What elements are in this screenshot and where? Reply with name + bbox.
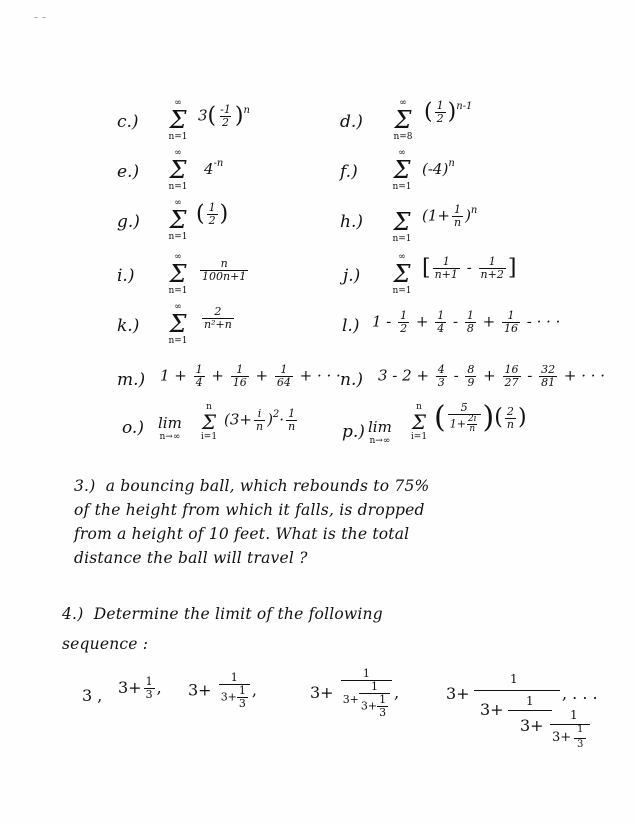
item-i-sum: ∞ Σ n=1 [166,252,190,296]
series-operator: - [522,366,538,385]
sum-upper: ∞ [174,98,182,108]
sigma-symbol: Σ [169,206,187,234]
series-operator: - [448,366,464,385]
item-f-sum: ∞ Σ n=1 [390,148,414,192]
item-h-term: (1+ $\frac{1}{n}$ )$^n$ [422,203,478,229]
term-exponent: n [243,104,250,116]
sigma-symbol: Σ [394,106,412,134]
item-e-sum: ∞ Σ n=1 [166,148,190,192]
series-fraction: $\frac{1}{2}$ [400,309,408,335]
item-d-term: ( $\frac{1}{2}$ )$^{n-1}$ [424,99,473,125]
series-operator: 3 - 2 + [378,366,434,385]
item-l-expr [372,310,560,335]
sigma-symbol: Σ [201,410,217,434]
series-fraction: $\frac{1}{8}$ [466,309,474,335]
item-g-term: ( $\frac{1}{2}$ ) [196,201,229,227]
item-j-label: j.) [343,266,361,286]
fraction-bar [508,710,552,711]
series-fraction: $\frac{1}{64}$ [276,363,291,389]
problem-3-line-3: from a height of 10 feet. What is the total [74,525,410,543]
item-n-expr [378,364,605,389]
series-operator: + [250,366,273,385]
series-operator: + [478,366,501,385]
item-c-label: c.) [117,112,139,132]
series-operator: + [411,312,434,331]
series-fraction: $\frac{1}{16}$ [503,309,518,335]
lim-sub: n→∞ [159,432,181,442]
sigma-symbol: Σ [393,156,411,184]
problem-4-line-1: 4.) Determine the limit of the following [62,605,383,623]
sigma-symbol: Σ [393,208,411,236]
item-i-label: i.) [117,266,135,286]
series-fraction: $\frac{16}{27}$ [504,363,519,389]
item-k-sum: ∞ Σ n=1 [166,302,190,346]
problem-3-number: 3.) [74,477,96,495]
item-m-label: m.) [117,370,146,390]
stray-mark: - - [34,10,46,24]
item-o-limit [158,414,182,442]
lim-word: lim [158,414,182,432]
item-p-sum: n Σ i=1 [408,402,430,442]
item-n-label: n.) [340,370,363,390]
item-f-label: f.) [340,162,358,182]
item-l-label: l.) [342,316,360,336]
sum-lower: n=1 [168,132,188,142]
item-j-term: [ $\frac{1}{n+1}$ - $\frac{1}{n+2}$ ] [422,255,517,281]
problem-4-number: 4.) [62,605,84,623]
problem-3-line-4: distance the ball will travel ? [74,549,308,567]
item-g-sum: ∞ Σ n=1 [166,198,190,242]
fraction-bar [474,690,560,691]
item-p-limit: lim n→∞ [368,418,392,446]
item-p-term: ( 5 1+ $\frac{2i}{n}$ )( $\frac{2}{n}$ ) [434,400,527,435]
fraction-bar [550,724,590,725]
seq-term-4: 3+ 1 3+ 1 3+ $\frac{1}{3}$ , [310,667,400,719]
item-j-sum: ∞ Σ n=1 [390,252,414,296]
series-operator: + · · · [294,366,341,385]
seq-term-5: 3+ 1 3+ 1 3+ 1 3+ 1 3 , . . . [446,672,598,750]
item-m-expr [160,364,341,389]
item-o-label: o.) [122,418,144,438]
series-operator: + · · · [559,366,606,385]
item-e-term: $4^{-n}$ [204,158,224,178]
sigma-symbol: Σ [393,260,411,288]
seq-term-2: 3+ $\frac{1}{3}$ , [118,675,162,701]
series-operator: 1 + [160,366,192,385]
series-operator: + [477,312,500,331]
problem-4-line-2: sequence : [62,635,149,653]
series-operator: + [206,366,229,385]
series-fraction: $\frac{1}{4}$ [437,309,445,335]
sigma-symbol: Σ [169,260,187,288]
seq-term-3: 3+ 1 3+ $\frac{1}{3}$ , [188,671,257,710]
series-operator: - [448,312,463,331]
problem-3 [74,474,429,570]
item-c-term: 3( $\frac{-1}{2}$ )$^n$ [198,103,250,129]
item-i-term: $\frac{n}{100n+1}$ [202,257,247,283]
item-h-label: h.) [340,212,363,232]
series-fraction: $\frac{32}{81}$ [541,363,556,389]
item-d-label: d.) [340,112,363,132]
sigma-symbol: Σ [169,310,187,338]
series-fraction: $\frac{1}{4}$ [195,363,203,389]
item-d-sum: ∞ Σ n=8 [390,98,416,142]
problem-3-line-1: 3.) a bouncing ball, which rebounds to 75% [74,477,430,495]
seq-term-1: 3 , [82,686,103,705]
item-g-label: g.) [117,212,140,232]
item-h-sum: Σ n=1 [390,200,414,244]
problem-4 [62,602,383,656]
item-o-sum: n Σ i=1 [198,402,220,442]
item-o-term: (3+ $\frac{i}{n}$ )$^2$· $\frac{1}{n}$ [224,407,296,433]
item-k-term: $\frac{2}{\text{n²+n}}$ [204,305,232,331]
series-operator: - · · · [521,312,561,331]
item-c-sum [166,98,190,142]
item-e-label: e.) [117,162,140,182]
sigma-symbol: Σ [169,156,187,184]
series-fraction: $\frac{1}{16}$ [232,363,247,389]
item-f-term: $(-4)^n$ [422,158,455,178]
item-p-label: p.) [342,422,365,442]
term-fraction: $\frac{-1}{2}$ [220,103,231,129]
series-fraction: $\frac{4}{3}$ [437,363,445,389]
term-base: 3 [198,106,208,125]
series-operator: 1 - [372,312,397,331]
sigma-symbol: Σ [169,106,187,134]
problem-3-line-2: of the height from which it falls, is dropped [74,501,425,519]
sigma-symbol: Σ [411,410,427,434]
series-fraction: $\frac{8}{9}$ [467,363,475,389]
item-k-label: k.) [117,316,140,336]
